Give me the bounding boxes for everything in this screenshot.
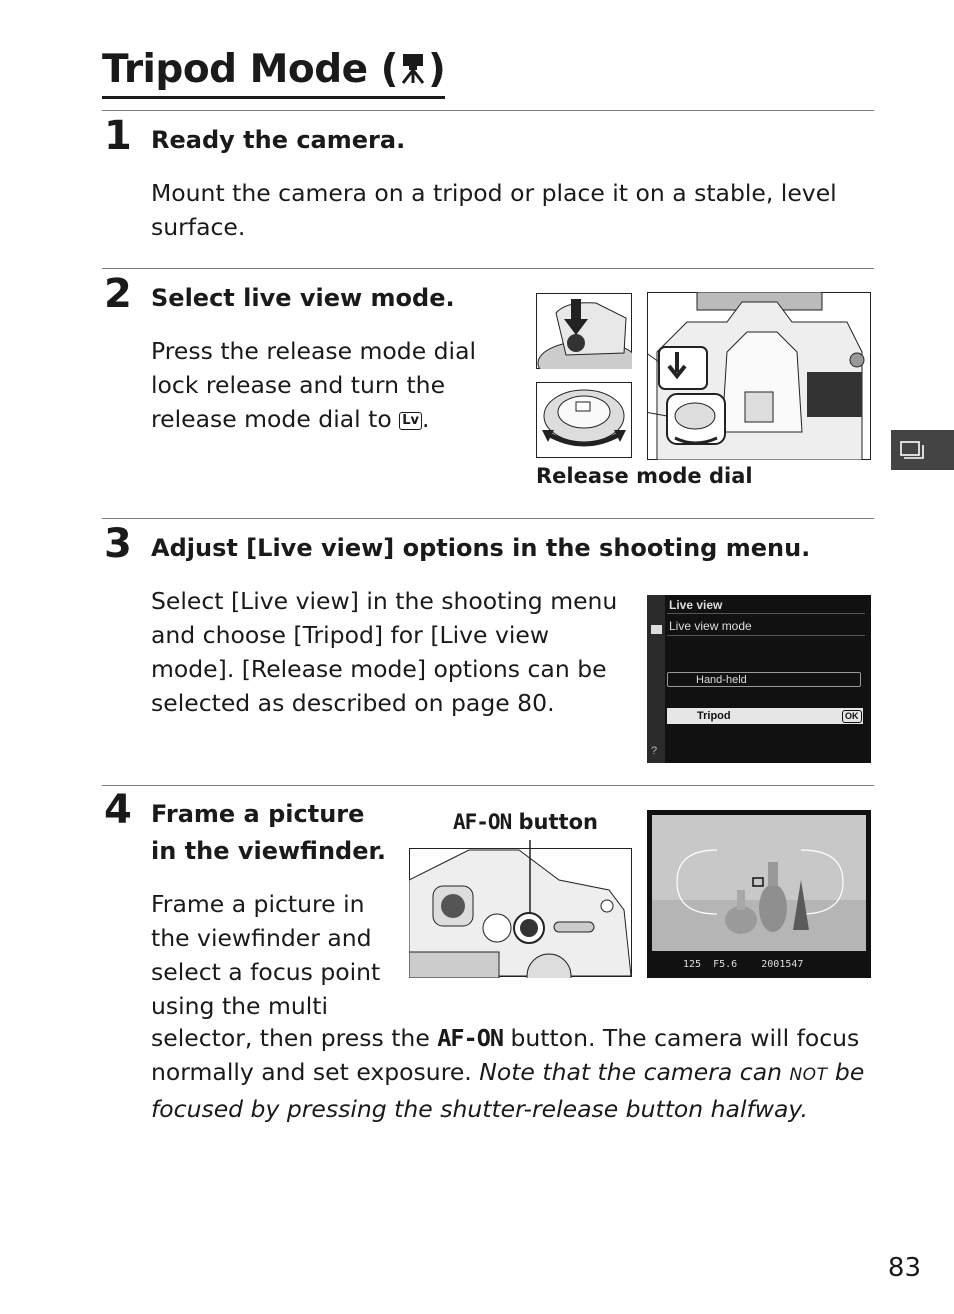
step-3-body: [151, 584, 631, 720]
chapter-tab: [891, 430, 954, 470]
viewfinder-illustration: [647, 810, 871, 982]
note-text: focused by pressing the shutter-release button halfway.: [151, 1095, 808, 1123]
step-4-body-continued: [151, 1021, 871, 1126]
step-1-heading: Ready the camera.: [151, 126, 406, 154]
body-line: lock release and turn the: [151, 371, 446, 399]
note-text: Note that the camera can: [479, 1058, 790, 1086]
live-view-menu-screenshot: [647, 595, 871, 763]
step-1-number: 1: [104, 113, 132, 159]
body-line: selected as described on page 80.: [151, 689, 555, 717]
heading-line: in the viewfinder.: [151, 837, 387, 865]
body-text: button. The camera will focus: [503, 1024, 860, 1052]
body-line: using the multi: [151, 992, 329, 1020]
camera-back-illustration: [409, 840, 633, 982]
menu-option-tripod-label: Tripod: [697, 710, 731, 722]
menu-option-hand-held[interactable]: Hand-held: [667, 672, 861, 687]
divider: [102, 518, 874, 519]
divider: [102, 110, 874, 111]
menu-header: Live view: [669, 598, 723, 612]
viewfinder-info-bar: 125 F5.6 2001547: [683, 959, 804, 970]
dial-turn-illustration: [536, 382, 632, 462]
menu-option-tripod[interactable]: [667, 708, 863, 724]
page-title: [102, 46, 445, 99]
body-line: select a focus point: [151, 958, 381, 986]
divider: [102, 268, 874, 269]
menu-subheader: Live view mode: [669, 619, 752, 633]
af-on-label: AF-ON: [437, 1024, 503, 1052]
body-line: Press the release mode dial: [151, 337, 477, 365]
dial-lock-illustration: [536, 293, 632, 373]
divider: [102, 785, 874, 786]
note-not-word: NOT: [789, 1065, 828, 1085]
af-on-button-caption: [453, 810, 598, 834]
body-line: Frame a picture in: [151, 890, 365, 918]
page-number: 83: [887, 1253, 921, 1283]
body-text: normally and set exposure.: [151, 1058, 480, 1086]
step-2-body: Press the release mode dial lock release and turn the release mode dial to Lv .: [151, 334, 521, 436]
step-2-heading: Select live view mode.: [151, 284, 455, 312]
camera-top-illustration: [647, 292, 871, 464]
page-title-text: Tripod Mode (: [102, 47, 398, 92]
ok-badge: OK: [842, 710, 862, 723]
note-text: be: [827, 1058, 865, 1086]
step-4-number: 4: [104, 787, 132, 833]
release-mode-dial-caption: Release mode dial: [536, 464, 753, 488]
body-line: Select [Live view] in the shooting menu: [151, 587, 618, 615]
step-4-heading: [151, 796, 386, 870]
heading-line: Frame a picture: [151, 800, 365, 828]
body-text: selector, then press the: [151, 1024, 438, 1052]
step-4-body: [151, 887, 401, 1023]
menu-divider: [667, 613, 865, 614]
step-1-body: Mount the camera on a tripod or place it on a stable, level surface.: [151, 179, 837, 241]
body-line: release mode dial to: [151, 405, 400, 433]
menu-divider: [667, 635, 865, 636]
body-line: mode]. [Release mode] options can be: [151, 655, 607, 683]
menu-icon-strip: [647, 595, 665, 763]
body-line: the viewfinder and: [151, 924, 372, 952]
step-3-heading: Adjust [Live view] options in the shooting menu.: [151, 534, 811, 562]
tripod-icon: [398, 48, 428, 96]
step-3-number: 3: [104, 521, 132, 567]
lv-icon: Lv: [399, 412, 422, 430]
page-title-close: ): [428, 47, 446, 92]
live-view-tab-icon: [891, 430, 954, 470]
caption-suffix: button: [511, 810, 598, 834]
help-icon: ?: [651, 745, 658, 757]
camera-icon: [651, 625, 662, 634]
af-on-label: AF-ON: [453, 810, 512, 834]
body-line: and choose [Tripod] for [Live view: [151, 621, 550, 649]
step-2-number: 2: [104, 271, 132, 317]
